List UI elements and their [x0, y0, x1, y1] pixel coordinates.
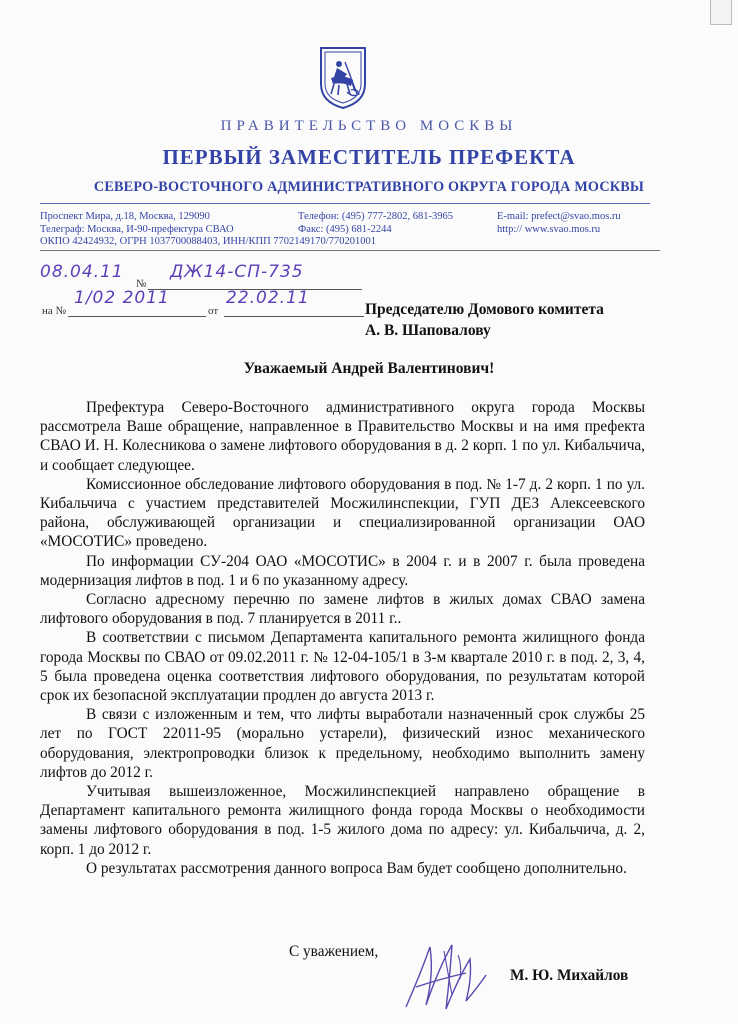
body-paragraph: Учитывая вышеизложенное, Мосжилинспекцией направлено обращение в Департамент капитального ремонта жилищного фонда города Москвы о необходимости замены лифтового оборудования в под. 1-5 жилого дома по адресу: ул. Кибальчича, д. 2, корп. 1 до 2012 г.: [40, 783, 645, 858]
ref-number-label: №: [136, 278, 147, 290]
body-paragraph: О результатах рассмотрения данного вопроса Вам будет сообщено дополнительно.: [86, 859, 627, 877]
phone-number: Телефон: (495) 777-2802, 681-3965: [298, 211, 454, 222]
contacts-right: [497, 211, 657, 236]
office-title: ПЕРВЫЙ ЗАМЕСТИТЕЛЬ ПРЕФЕКТА: [162, 145, 576, 169]
outgoing-reference: [40, 258, 370, 318]
registration-codes: ОКПО 42424932, ОГРН 1037700088403, ИНН/КПП 7702149170/770201001: [40, 236, 376, 247]
body-paragraph: Комиссионное обследование лифтового оборудования в под. № 1-7 д. 2 корп. 1 по ул. Кибальчича с участием представителей Мосжилинспекции, ГУП ДЕЗ Алексеевского района, обслуживающей организации и специализированной организации ОАО «МОСОТИС» проведено.: [40, 475, 645, 551]
website-address: http:// www.svao.mos.ru: [497, 223, 601, 235]
header-divider: [40, 203, 650, 204]
email-address: E-mail: prefect@svao.mos.ru: [497, 211, 621, 222]
incoming-number-label: на №: [42, 305, 67, 317]
letter-body: [40, 398, 645, 878]
ref-date-handwritten: 08.04.11: [40, 262, 124, 282]
addressee-block: [365, 299, 604, 341]
addressee-title: Председателю Домового комитета: [365, 301, 604, 318]
addressee-name: А. В. Шаповалову: [365, 322, 491, 339]
handwritten-signature-icon: [400, 935, 490, 1017]
incoming-number-handwritten: 1/02 2011: [74, 288, 170, 308]
body-paragraph: В связи с изложенным и тем, что лифты выработали назначенный срок службы 25 лет по ГОСТ 22011-95 (морально устарели), физический износ механического оборудования, электропроводки близок к предельному, необходимо выполнить замену лифтов до 2012 г.: [40, 706, 645, 781]
telegraph-address: Телеграф: Москва, И-90-префектура СВАО: [40, 223, 234, 235]
incoming-underline-1: [68, 316, 206, 317]
postal-address: Проспект Мира, д.18, Москва, 129090: [40, 211, 210, 222]
signer-name: М. Ю. Михайлов: [510, 967, 629, 984]
body-paragraph: Префектура Северо-Восточного административного округа города Москвы рассмотрела Ваше обращение, направленное в Правительство Москвы и на имя префекта СВАО И. Н. Колесникова о замене лифтового оборудования в д. 2 корп. 1 по ул. Кибальчича, и сообщает следующее.: [40, 399, 645, 474]
salutation: Уважаемый Андрей Валентинович!: [243, 360, 495, 377]
corner-stamp: [710, 0, 732, 25]
contacts-middle: [298, 211, 498, 236]
ref-number-handwritten: ДЖ14-СП-735: [170, 262, 304, 282]
incoming-date-handwritten: 22.02.11: [226, 288, 310, 308]
body-paragraph: Согласно адресному перечню по замене лифтов в жилых домах СВАО замена лифтового оборудования в под. 7 планируется в 2011 г..: [40, 591, 645, 628]
incoming-underline-2: [224, 316, 364, 317]
district-title: СЕВЕРО-ВОСТОЧНОГО АДМИНИСТРАТИВНОГО ОКРУГА ГОРОДА МОСКВЫ: [93, 179, 645, 195]
header-bottom-rule: [40, 250, 660, 251]
closing-phrase: С уважением,: [289, 943, 379, 960]
incoming-date-label: от: [208, 305, 219, 317]
fax-number: Факс: (495) 681-2244: [298, 223, 392, 235]
body-paragraph: В соответствии с письмом Департамента капитального ремонта жилищного фонда города Москвы по СВАО от 09.02.2011 г. № 12-04-105/1 в 3-м квартале 2010 г. в под. 2, 3, 4, 5 была проведена оценка соответствия лифтового оборудования, по результатам которой срок их безопасной эксплуатации продлен до августа 2013 г.: [40, 629, 645, 705]
government-heading: ПРАВИТЕЛЬСТВО МОСКВЫ: [220, 118, 518, 134]
body-paragraph: По информации СУ-204 ОАО «МОСОТИС» в 2004 г. и в 2007 г. была проведена модернизация лифтов в под. 1 и 6 по указанному адресу.: [40, 552, 645, 589]
moscow-coat-of-arms-icon: [317, 44, 369, 110]
